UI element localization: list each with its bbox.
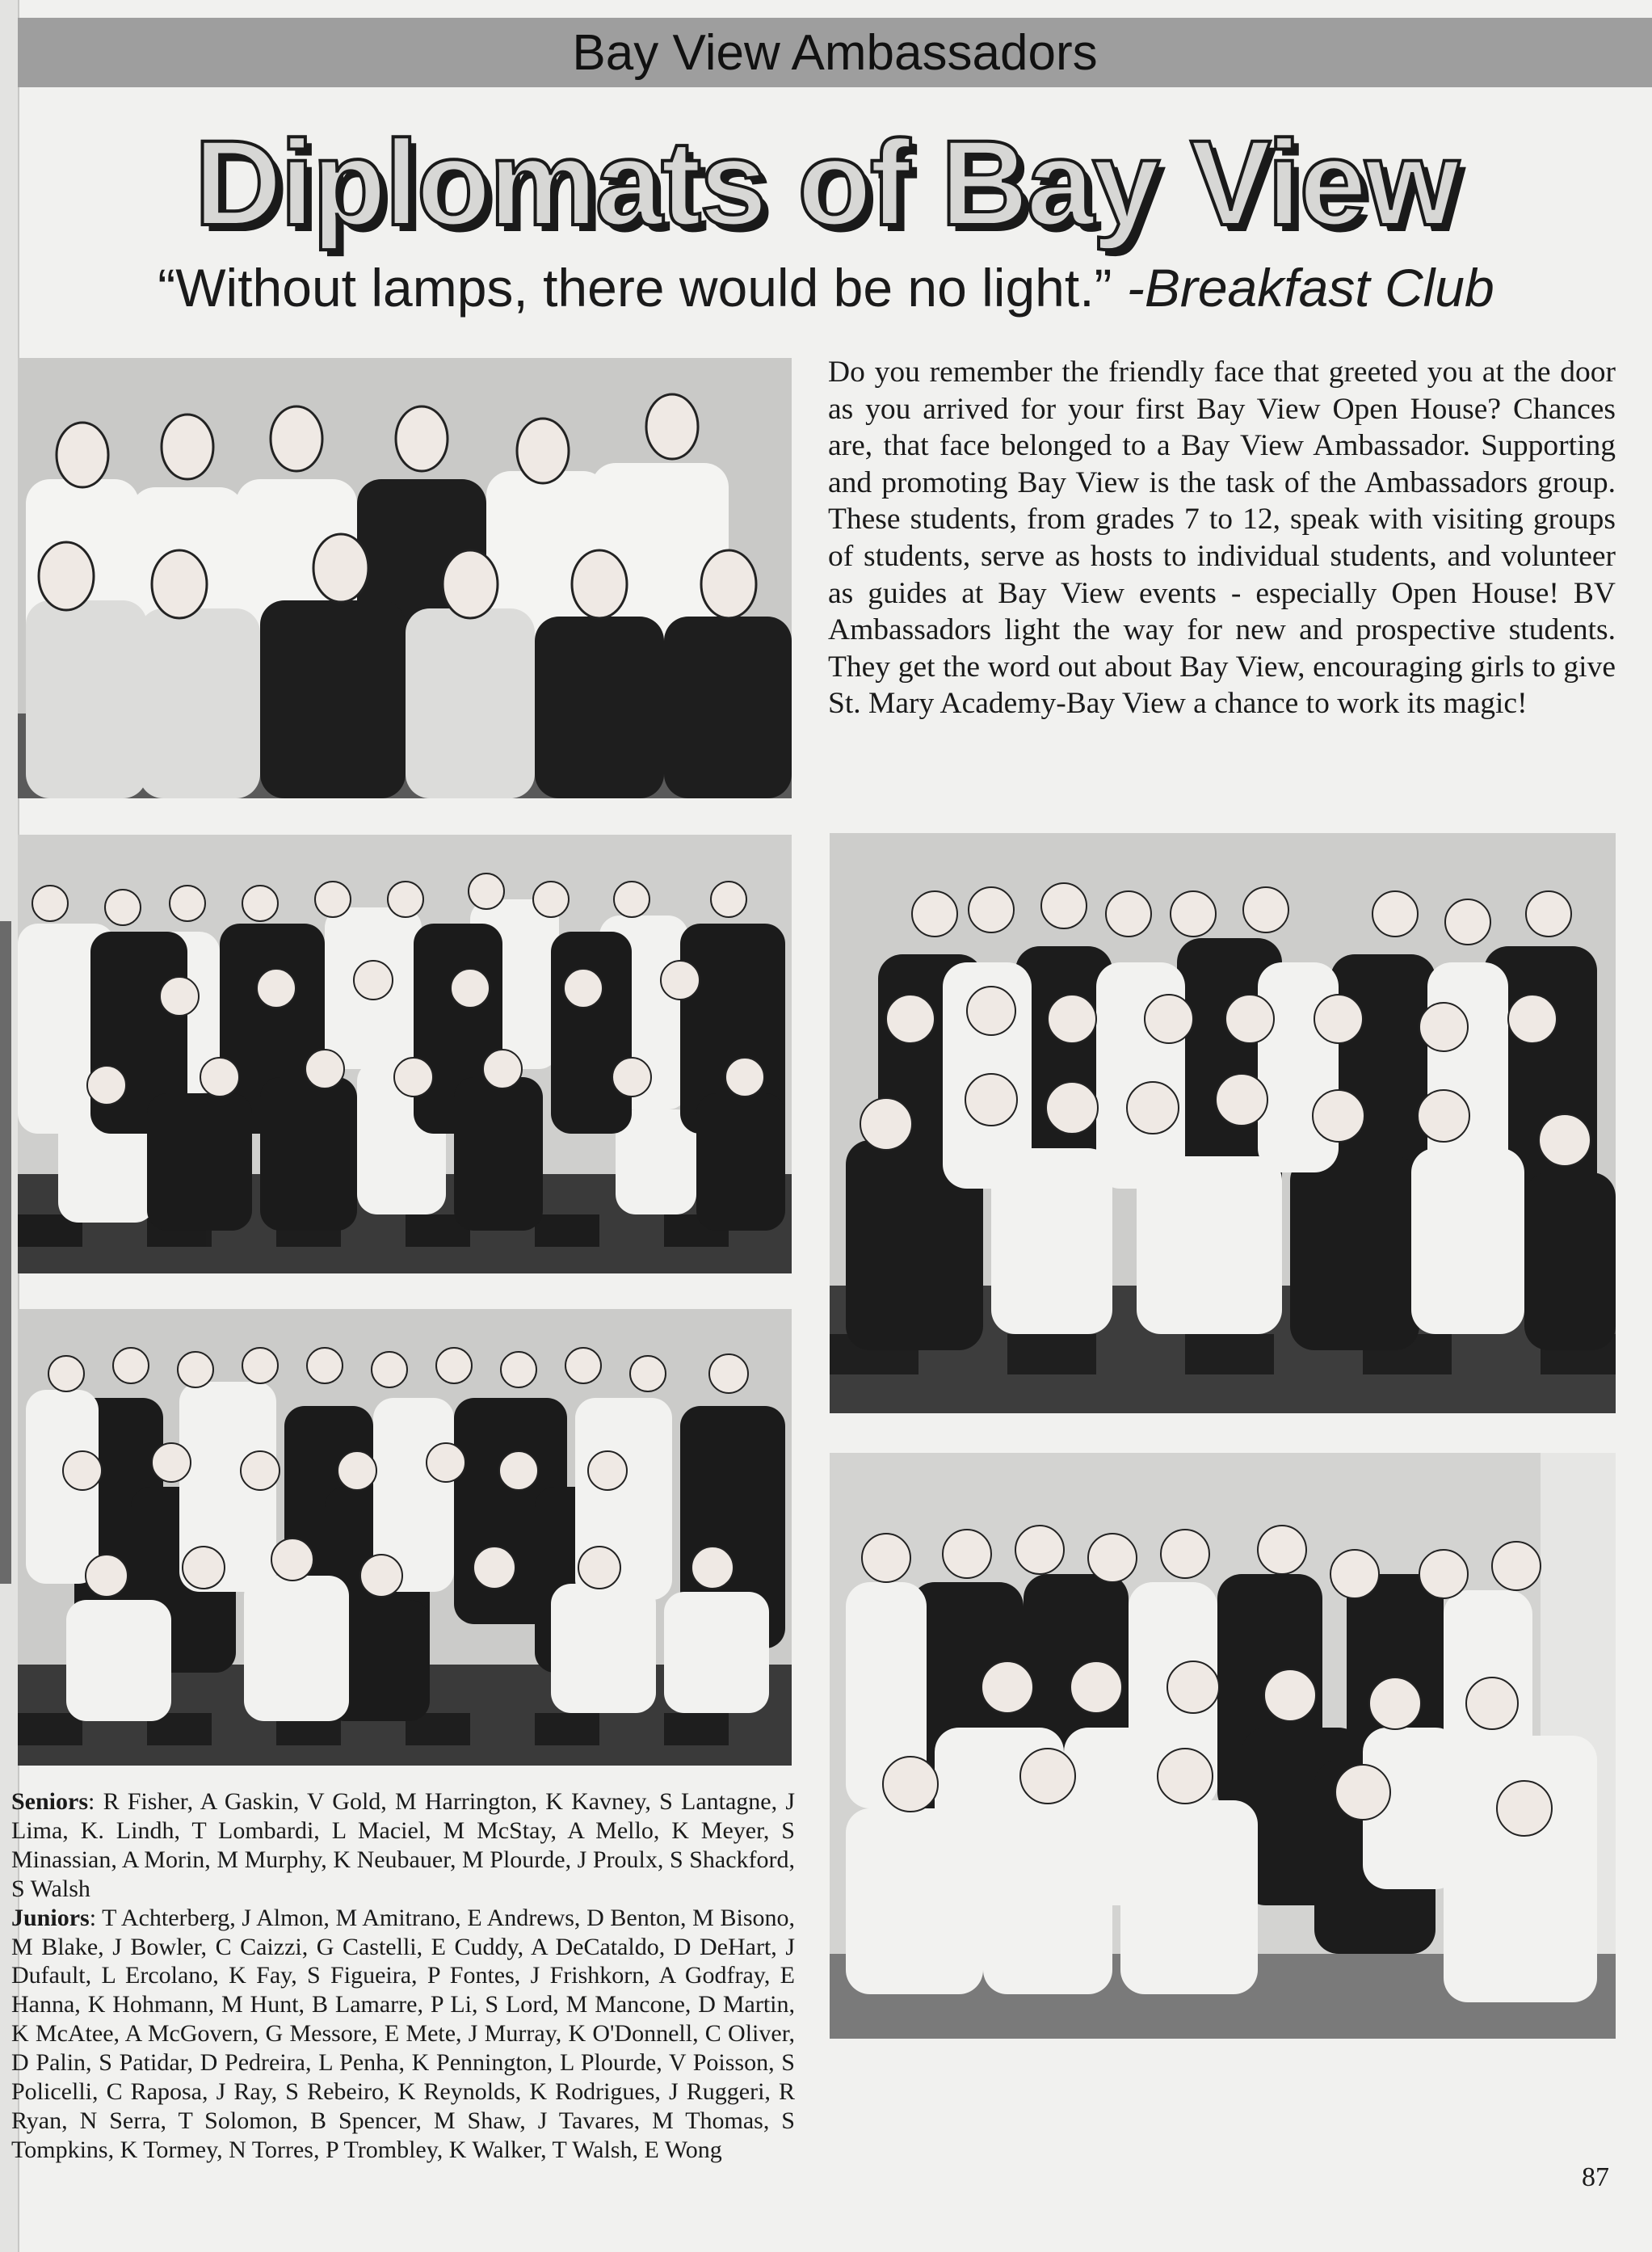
group-photo-4-image: [18, 1309, 792, 1766]
group-photo-2-image: [18, 835, 792, 1273]
quote-attribution: -Breakfast Club: [1126, 258, 1494, 318]
juniors-names: T Achterberg, J Almon, M Amitrano, E Andrews, D Benton, M Bisono, M Blake, J Bowler, C Caizzi, G Castelli, E Cuddy, A DeCataldo, D DeHart, J Dufault, L Ercolano, K Fay, S Figueira, P Fontes, J Frishkorn, A Godfray, E Hanna, K Hohmann, M Hunt, B Lamarre, P Li, S Lord, M Mancone, D Martin, K McAtee, A McGovern, G Messore, E Mete, J Murray, K O'Donnell, C Oliver, D Palin, S Patidar, D Pedreira, L Penha, K Pennington, L Plourde, V Poisson, S Policelli, C Raposa, J Ray, S Rebeiro, K Reynolds, K Rodrigues, J Ruggeri, R Ryan, N Serra, T Solomon, B Spencer, M Shaw, J Tavares, M Thomas, S Tompkins, K Tormey, N Torres, P Trombley, K Walker, T Walsh, E Wong: [11, 1904, 795, 2163]
juniors-label: Juniors: [11, 1904, 90, 1931]
group-photo-3-image: [830, 833, 1616, 1413]
page-gutter-shadow: [0, 921, 11, 1584]
section-banner: [18, 18, 1652, 87]
seniors-label: Seniors: [11, 1788, 89, 1815]
group-photo-2: [18, 835, 792, 1273]
subtitle-quote: [0, 257, 1652, 318]
member-credits: Seniors: R Fisher, A Gaskin, V Gold, M Harrington, K Kavney, S Lantagne, J Lima, K. Lindh, T Lombardi, L Maciel, M McStay, A Mello, K Meyer, S Minassian, A Morin, M Murphy, K Neubauer, M Plourde, J Proulx, S Shackford, S Walsh Juniors: T Achterberg, J Almon, M Amitrano, E Andrews, D Benton, M Bisono, M Blake, J Bowler, C Caizzi, G Castelli, E Cuddy, A DeCataldo, D DeHart, J Dufault, L Ercolano, K Fay, S Figueira, P Fontes, J Frishkorn, A Godfray, E Hanna, K Hohmann, M Hunt, B Lamarre, P Li, S Lord, M Mancone, D Martin, K McAtee, A McGovern, G Messore, E Mete, J Murray, K O'Donnell, C Oliver, D Palin, S Patidar, D Pedreira, L Penha, K Pennington, L Plourde, V Poisson, S Policelli, C Raposa, J Ray, S Rebeiro, K Reynolds, K Rodrigues, J Ruggeri, R Ryan, N Serra, T Solomon, B Spencer, M Shaw, J Tavares, M Thomas, S Tompkins, K Tormey, N Torres, P Trombley, K Walker, T Walsh, E Wong: [11, 1788, 795, 2163]
intro-paragraph: Do you remember the friendly face that greeted you at the door as you arrived for your first Bay View Open House? Chances are, that face belonged to a Bay View Ambassador. Supporting and promoting Bay View is the task of the Ambassadors group. These students, from grades 7 to 12, speak with visiting groups of students, serve as hosts to individual students, and volunteer as guides at Bay View events - especially Open House! BV Ambassadors light the way for new and prospective students. They get the word out about Bay View, encouraging girls to give St. Mary Academy-Bay View a chance to work its magic!: [828, 356, 1616, 721]
group-photo-5-image: [830, 1453, 1616, 2039]
group-photo-3: [830, 833, 1616, 1413]
group-photo-1: [18, 358, 792, 798]
section-label: Bay View Ambassadors: [572, 25, 1098, 81]
page-number: 87: [1582, 2162, 1609, 2192]
seniors-names: R Fisher, A Gaskin, V Gold, M Harrington, K Kavney, S Lantagne, J Lima, K. Lindh, T Lombardi, L Maciel, M McStay, A Mello, K Meyer, S Minassian, A Morin, M Murphy, K Neubauer, M Plourde, J Proulx, S Shackford, S Walsh: [11, 1788, 795, 1902]
group-photo-1-image: [18, 358, 792, 798]
group-photo-5: [830, 1453, 1616, 2039]
quote-text: “Without lamps, there would be no light.”: [158, 258, 1112, 318]
page-title: Diplomats of Bay View: [194, 115, 1458, 250]
group-photo-4: [18, 1309, 792, 1766]
